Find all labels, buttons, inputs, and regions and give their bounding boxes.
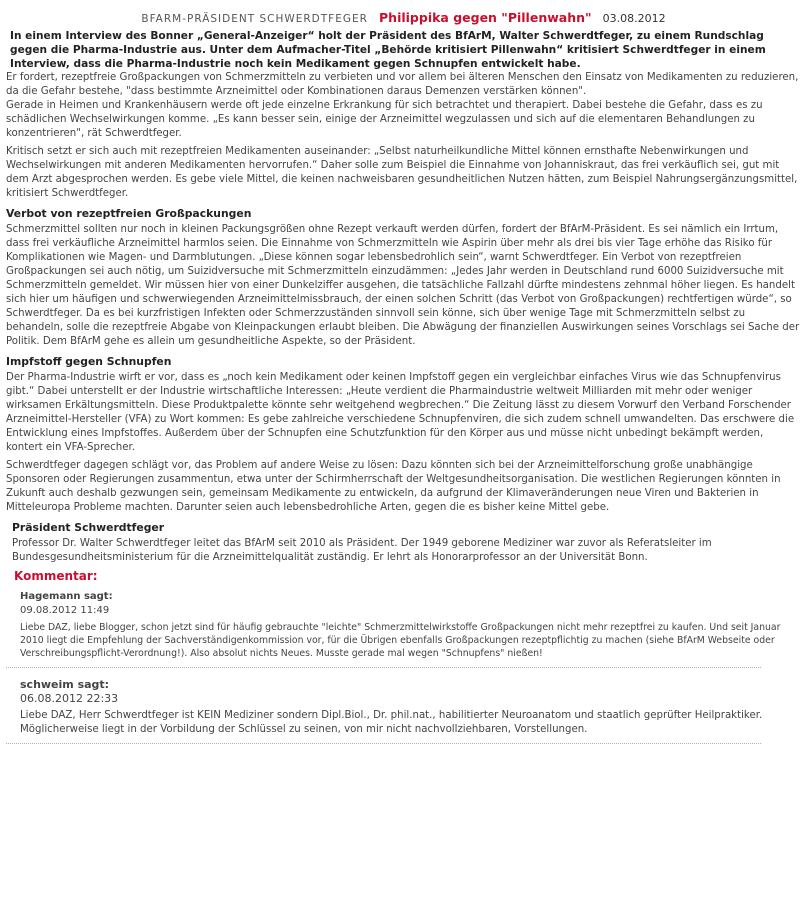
comment (20, 678, 801, 737)
comment-author: schweim sagt: (20, 677, 110, 691)
article-page (0, 8, 807, 903)
section-paragraph: Schmerzmittel sollten nur noch in kleinen Packungsgrößen ohne Rezept verkauft werden dürfen, fordert der BfArM-Präsident. Es sei nämlich ein Irrtum, dass frei verkäufliche Arzneimittel harmlos seien. Die Einnahme von Schmerzmitteln wie Aspirin über mehr als drei bis vier Tage erhöhe das Risiko für Komplikationen wie Magen- und Darmblutungen. „Diese können sogar lebensbedrohlich sein“, warnt Schwerdtfeger. Ein Verbot von rezeptfreien Großpackungen sei auch nötig, um Suizidversuche mit Schmerzmitteln einzudämmen: „Jedes Jahr werden in Deutschland rund 6000 Suizidversuche mit Schmerzmitteln gemeldet. Wir müssen hier von einer Dunkelziffer ausgehen, die tatsächliche Fallzahl dürfte mindestens zehnmal höher liegen. Es handelt sich hier um häufigen und schwerwiegenden Arzneimittelmissbrauch, der einen solchen Schritt (das Verbot von Großpackungen) rechtfertigen würde“, so Schwerdtfeger. Da es bei kurzfristigen Infekten oder Schmerzzuständen sinnvoll sein könne, sich über wenige Tage mit Schmerzmitteln selbst zu behandeln, solle die rezeptfreie Abgabe von Kleinpackungen erlaubt bleiben. Die Abwägung der finanziellen Auswirkungen seines Vorschlags sei Sache der Politik. Dem BfArM gehe es allein um gesundheitliche Aspekte, so der Präsident. (6, 224, 800, 347)
article-headline: Philippika gegen "Pillenwahn" (379, 10, 592, 25)
article-lead: In einem Interview des Bonner „General-Anzeiger“ holt der Präsident des BfArM, Walter Schwerdtfeger, zu einem Rundschlag gegen die Pharma-Industrie aus. Unter dem Aufmacher-Titel „Behörde kritisiert Pillenwahn“ kritisiert Schwerdtfeger in einem Interview, dass die Pharma-Industrie noch kein Medikament gegen Schnupfen entwickelt habe. (10, 30, 766, 70)
comment-date: 06.08.2012 22:33 (20, 691, 119, 705)
comment (20, 590, 801, 661)
section-paragraph: Schwerdtfeger dagegen schlägt vor, das Problem auf andere Weise zu lösen: Dazu könnten sich bei der Arzneimittelforschung große unabhängige Sponsoren oder Regierungen zusammentun, etwa unter der Schirmherrschaft der Weltgesundheitsorganisation. Die westlichen Regierungen könnten in Zukunft auch deshalb gezwungen sein, gemeinsam Medikamente zu entwickeln, da aufgrund der Klimaveränderungen neue Viren und Bakterien in Mitteleuropa Probleme machten. Darunter seien auch lebensbedrohliche Arten, gegen die es bisher keine Mittel gebe. (6, 460, 781, 513)
intro-paragraph: Kritisch setzt er sich auch mit rezeptfreien Medikamenten auseinander: „Selbst naturheilkundliche Mittel können ernsthafte Nebenwirkungen und Wechselwirkungen mit anderen Medikamenten hervorrufen.“ Daher solle zum Beispiel die Einnahme von Johanniskraut, das frei verkäuflich sei, gut mit dem Arzt abgesprochen werden. Es gebe viele Mittel, die keinen nachweisbaren gesundheitlichen Nutzen hätten, zum Beispiel Nahrungsergänzungsmittel, kritisiert Schwerdtfeger. (6, 146, 798, 199)
comment-divider (6, 743, 761, 744)
intro-paragraph: Gerade in Heimen und Krankenhäusern werde oft jede einzelne Erkrankung für sich betrachtet und therapiert. Dabei bestehe die Gefahr, dass es zu schädlichen Wechselwirkungen komme. „Es kann besser sein, einige der Arzneimittel wegzulassen und sich auf die elementaren Behandlungen zu konzentrieren", rät Schwerdtfeger. (6, 100, 763, 139)
article-kicker: BFARM-PRÄSIDENT SCHWERDTFEGER (141, 13, 368, 25)
section-heading-impfstoff: Impfstoff gegen Schnupfen (6, 355, 172, 368)
section-heading-praesident: Präsident Schwerdtfeger (12, 521, 165, 534)
section-paragraph: Professor Dr. Walter Schwerdtfeger leitet das BfArM seit 2010 als Präsident. Der 1949 geborene Mediziner war zuvor als Referatsleiter im Bundesgesundheitsministerium für die Arzneimittelqualität zuständig. Er lehrt als Honorarprofessor an der Universität Bonn. (12, 538, 712, 563)
article-date: 03.08.2012 (602, 12, 666, 25)
article-header (6, 8, 801, 26)
comment-text: Liebe DAZ, Herr Schwerdtfeger ist KEIN Mediziner sondern Dipl.Biol., Dr. phil.nat., habilitierter Neuroanatom und staatlich geprüfter Heilpraktiker. Möglicherweise liegt in der Vorbildung der Schlüssel zu seinen, von mir nicht nachvollziehbaren, Vorstellungen. (20, 709, 763, 735)
section-heading-grosspackungen: Verbot von rezeptfreien Großpackungen (6, 207, 252, 220)
intro-paragraph: Er fordert, rezeptfreie Großpackungen von Schmerzmitteln zu verbieten und vor allem bei älteren Menschen den Einsatz von Medikamenten zu reduzieren, da die Gefahr bestehe, "dass bestimmte Arzneimittel oder Kombinationen daraus Demenzen verstärken können". (6, 72, 799, 97)
comment-divider (6, 667, 761, 668)
section-paragraph: Der Pharma-Industrie wirft er vor, dass es „noch kein Medikament oder keinen Impfstoff gegen ein vergleichbar einfaches Virus wie das Schnupfenvirus gibt.“ Dabei unterstellt er der Industrie wirtschaftliche Interessen: „Heute verdient die Pharmaindustrie weltweit Milliarden mit mehr oder weniger wirksamen Erkältungsmitteln. Diese Produktpalette könnte sehr weitgehend wegbrechen.“ Die Zeitung lässt zu diesem Vorwurf den Verband Forschender Arzneimittel-Hersteller (VFA) zu Wort kommen: Es gebe zahlreiche verschiedene Schnupfenviren, die sich zudem schnell umwandelten. Das erschwere die Entwicklung eines Impfstoffes. Außerdem über der Schnupfen eine Schutzfunktion für den Körper aus und müsse nicht unbedingt bekämpft werden, kontert ein VFA-Sprecher. (6, 372, 795, 453)
comment-author: Hagemann sagt: (20, 591, 113, 602)
comment-date: 09.08.2012 11:49 (20, 605, 110, 616)
comments-title: Kommentar: (14, 569, 98, 583)
comment-text: Liebe DAZ, liebe Blogger, schon jetzt sind für häufig gebrauchte "leichte" Schmerzmittelwirkstoffe Großpackungen nicht mehr rezeptfrei zu kaufen. Und seit Januar 2010 liegt die Empfehlung der Sachverständigenkommission vor, für die Übrigen ebenfalls Großpackungen rezeptpflichtig zu machen (siehe BfArM Webseite oder Verschreibungspflicht-Verordnung!). Also absolut nichts Neues. Musste gerade mal wegen "Schnupfens" nießen! (20, 622, 781, 660)
